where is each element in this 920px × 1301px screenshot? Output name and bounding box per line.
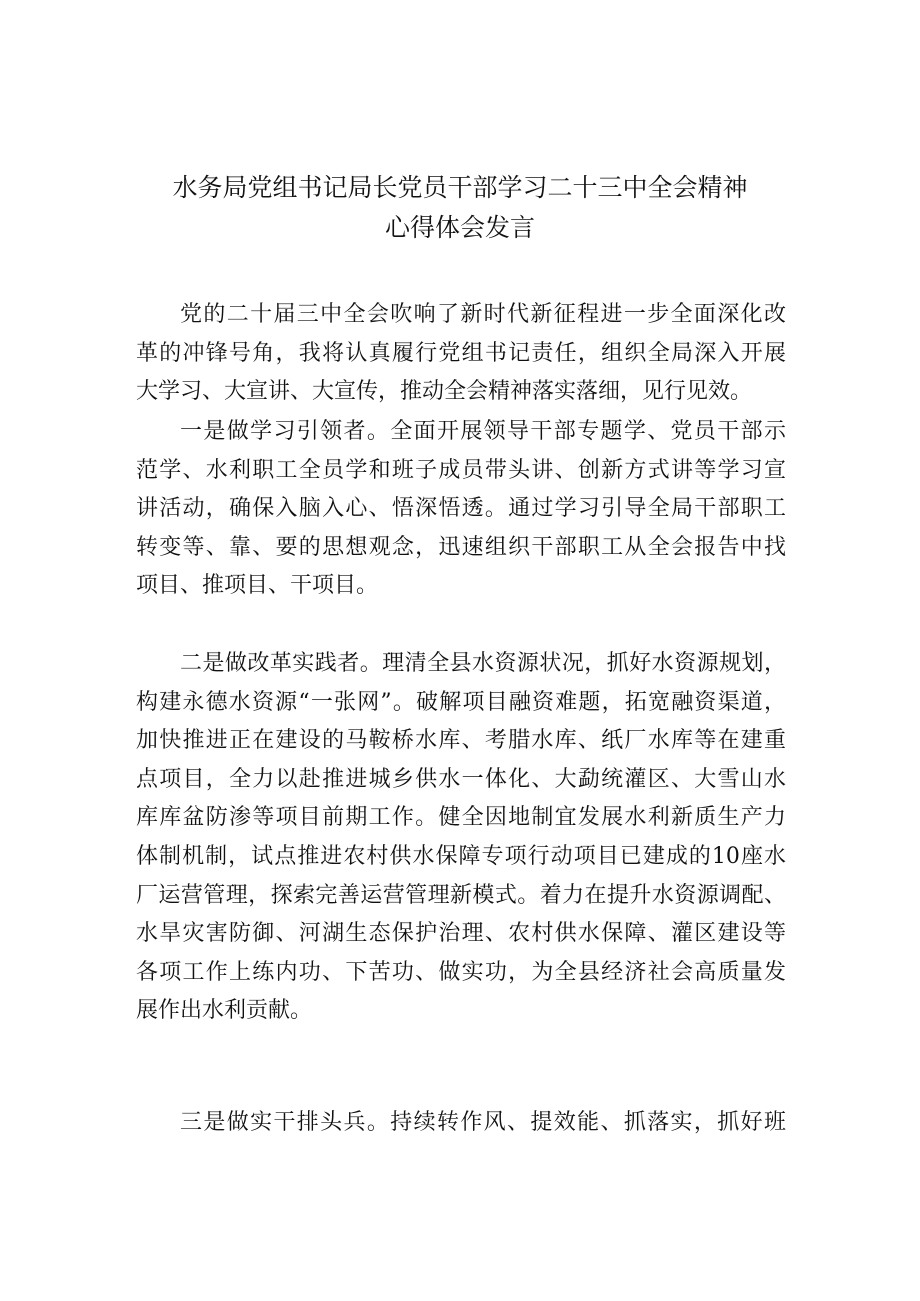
paragraph-line: 各项工作上练内功、下苦功、做实功，为全县经济社会高质量发 — [136, 959, 786, 985]
paragraph-line: 库库盆防渗等项目前期工作。健全因地制宜发展水利新质生产力 — [136, 805, 786, 831]
paragraph-line: 构建永德水资源“一张网”。破解项目融资难题，拓宽融资渠道， — [136, 689, 786, 715]
document-title-line-1: 水务局党组书记局长党员干部学习二十三中全会精神 — [172, 173, 748, 202]
paragraph-line: 项目、推项目、干项目。 — [136, 573, 379, 599]
paragraph-study-leader — [136, 413, 786, 606]
paragraph-line: 厂运营管理，探索完善运营管理新模式。着力在提升水资源调配、 — [136, 882, 786, 908]
paragraph-reform-practitioner — [136, 645, 786, 1031]
paragraph-line: 加快推进正在建设的马鞍桥水库、考腊水库、纸厂水库等在建重 — [136, 728, 786, 754]
paragraph-line: 党的二十届三中全会吹响了新时代新征程进一步全面深化改 — [180, 302, 786, 327]
document-title-line-2: 心得体会发言 — [384, 213, 535, 242]
paragraph-line: 体制机制，试点推进农村供水保障专项行动项目已建成的10座水 — [136, 843, 786, 869]
paragraph-intro — [136, 296, 786, 412]
paragraph-action-pioneer — [136, 1104, 786, 1143]
paragraph-line: 范学、水利职工全员学和班子成员带头讲、创新方式讲等学习宣 — [136, 457, 786, 483]
paragraph-line: 点项目，全力以赴推进城乡供水一体化、大勐统灌区、大雪山水 — [136, 766, 786, 792]
paragraph-line: 一是做学习引领者。全面开展领导干部专题学、党员干部示 — [180, 419, 786, 444]
paragraph-line: 讲活动，确保入脑入心、悟深悟透。通过学习引导全局干部职工 — [136, 496, 786, 522]
paragraph-line: 展作出水利贡献。 — [136, 998, 313, 1024]
paragraph-line: 水旱灾害防御、河湖生态保护治理、农村供水保障、灌区建设等 — [136, 921, 786, 947]
paragraph-line: 大学习、大宣讲、大宣传，推动全会精神落实落细，见行见效。 — [136, 379, 753, 405]
paragraph-line: 革的冲锋号角，我将认真履行党组书记责任，组织全局深入开展 — [136, 340, 786, 366]
paragraph-line: 转变等、靠、要的思想观念，迅速组织干部职工从全会报告中找 — [136, 534, 786, 560]
paragraph-line: 三是做实干排头兵。持续转作风、提效能、抓落实，抓好班 — [180, 1110, 786, 1135]
paragraph-line: 二是做改革实践者。理清全县水资源状况，抓好水资源规划， — [180, 651, 786, 676]
